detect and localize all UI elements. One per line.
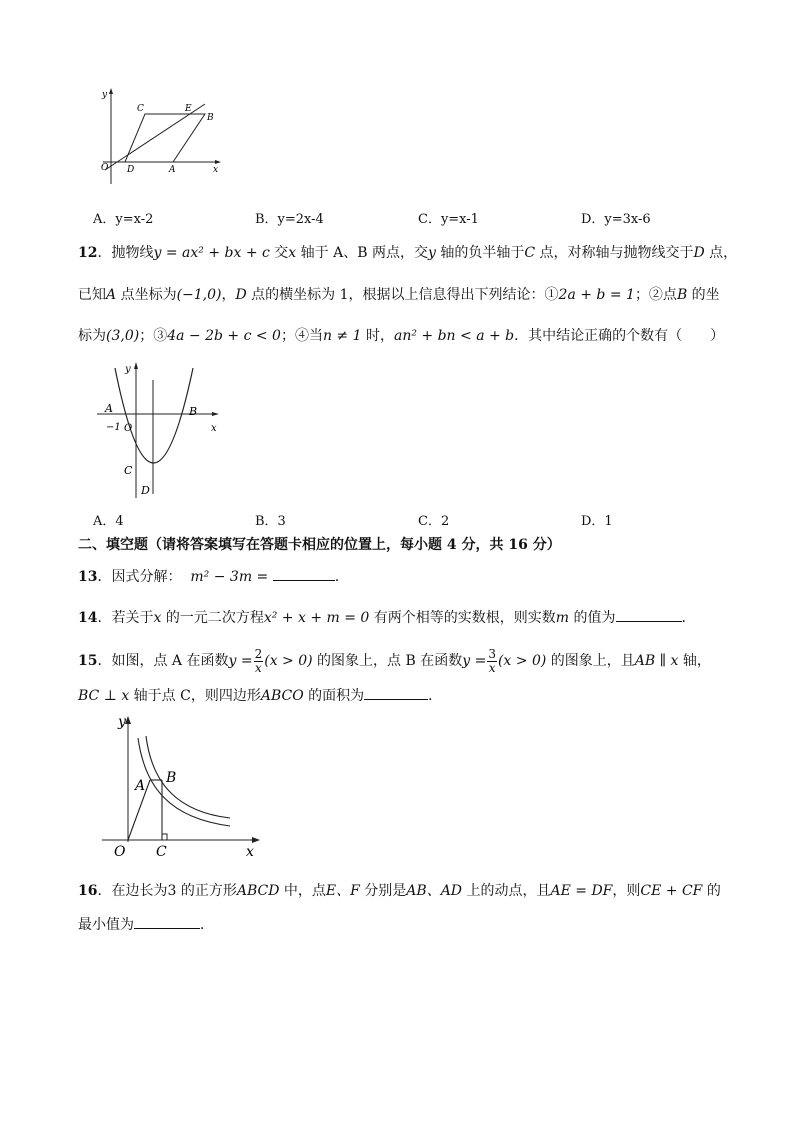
q13-number: 13 (78, 569, 98, 585)
label-B: B (189, 405, 198, 418)
label-B: B (166, 770, 177, 786)
parabola (115, 368, 193, 463)
section-heading: 二、填空题（请将答案填写在答题卡相应的位置上，每小题 4 分，共 16 分） (78, 537, 561, 553)
q12-parabola-eq: y = ax² + bx + c (153, 245, 270, 261)
label-y: y (125, 364, 131, 375)
q16-number: 16 (78, 883, 98, 899)
label-x: x (246, 844, 254, 860)
label-minus-1: −1 (106, 422, 121, 433)
q15-number: 15 (78, 653, 98, 669)
label-B: B (207, 113, 214, 123)
q12-option-b[interactable]: B．3 (255, 514, 286, 529)
q15-figure (100, 710, 270, 862)
label-D: D (141, 484, 150, 497)
label-C: C (156, 844, 167, 860)
label-C: C (124, 464, 133, 477)
q14-line: 14．若关于x 的一元二次方程x² + x + m = 0 有两个相等的实数根，则实数m 的值为 ． (78, 607, 696, 628)
label-E: E (185, 104, 192, 114)
q15-line-1: 15．如图，点 A 在函数y = $\frac{2}{x}$ (x > 0) 的图象上，点 B 在函数y = $\frac{3}{x}$ (x > 0) 的图象上，且AB ∥ x 轴， (78, 646, 711, 675)
q12-option-d[interactable]: D．1 (581, 514, 613, 529)
q12-line-1: 12．抛物线y = ax² + bx + c 交x 轴于 A、B 两点，交y 轴的负半轴于C 点，对称轴与抛物线交于D 点， (78, 245, 738, 261)
q12-option-c[interactable]: C．2 (418, 514, 450, 529)
q16-answer-blank[interactable] (134, 914, 200, 929)
q15-fraction-1: $\frac{2}{x}$ (254, 646, 263, 675)
label-y: y (118, 714, 126, 730)
q11-option-d[interactable]: D．y=3x-6 (581, 212, 651, 227)
q11-option-a[interactable]: A．y=x-2 (93, 212, 154, 227)
q11-option-c[interactable]: C．y=x-1 (418, 212, 479, 227)
q14-answer-blank[interactable] (616, 607, 682, 622)
label-O: O (124, 423, 133, 434)
label-A: A (105, 402, 113, 415)
label-A: A (135, 778, 146, 794)
q12-figure (95, 360, 225, 500)
q13-answer-blank[interactable] (273, 566, 335, 581)
q15-fraction-2: $\frac{3}{x}$ (488, 646, 496, 675)
label-y: y (102, 90, 108, 100)
q15-answer-blank[interactable] (364, 685, 428, 700)
q12-option-a[interactable]: A．4 (93, 514, 124, 529)
q14-number: 14 (78, 610, 98, 626)
label-D: D (127, 165, 135, 175)
curve-y-2-over-x (138, 738, 230, 826)
q12-line-2: 已知A 点坐标为(−1,0)，D 点的横坐标为 1，根据以上信息得出下列结论：①2a + b = 1；②点B 的坐 (78, 287, 720, 303)
label-O: O (101, 163, 109, 173)
right-angle-mark (162, 834, 167, 840)
q16-line-2: 最小值为 ． (78, 914, 214, 935)
q12-number: 12 (78, 245, 98, 261)
label-x: x (211, 423, 217, 434)
q16-line-1: 16．在边长为3 的正方形ABCD 中，点E、F 分别是AB、AD 上的动点，且AE = DF，则CE + CF 的 (78, 883, 721, 899)
label-A: A (169, 165, 176, 175)
q13-line: 13．因式分解： m² − 3m = . (78, 566, 339, 587)
q15-line-2: BC ⊥ x 轴于点 C，则四边形ABCO 的面积为 ． (78, 685, 442, 706)
label-O: O (114, 844, 126, 860)
q11-figure (95, 86, 225, 186)
q11-option-b[interactable]: B．y=2x-4 (255, 212, 324, 227)
parallelogram-abcd (125, 114, 205, 162)
label-C: C (137, 104, 144, 114)
label-x: x (213, 165, 219, 175)
curve-y-3-over-x (146, 736, 230, 818)
q12-line-3: 标为(3,0)；③4a − 2b + c < 0；④当n ≠ 1 时，an² + bn < a + b．其中结论正确的个数有（ ） (78, 328, 725, 344)
